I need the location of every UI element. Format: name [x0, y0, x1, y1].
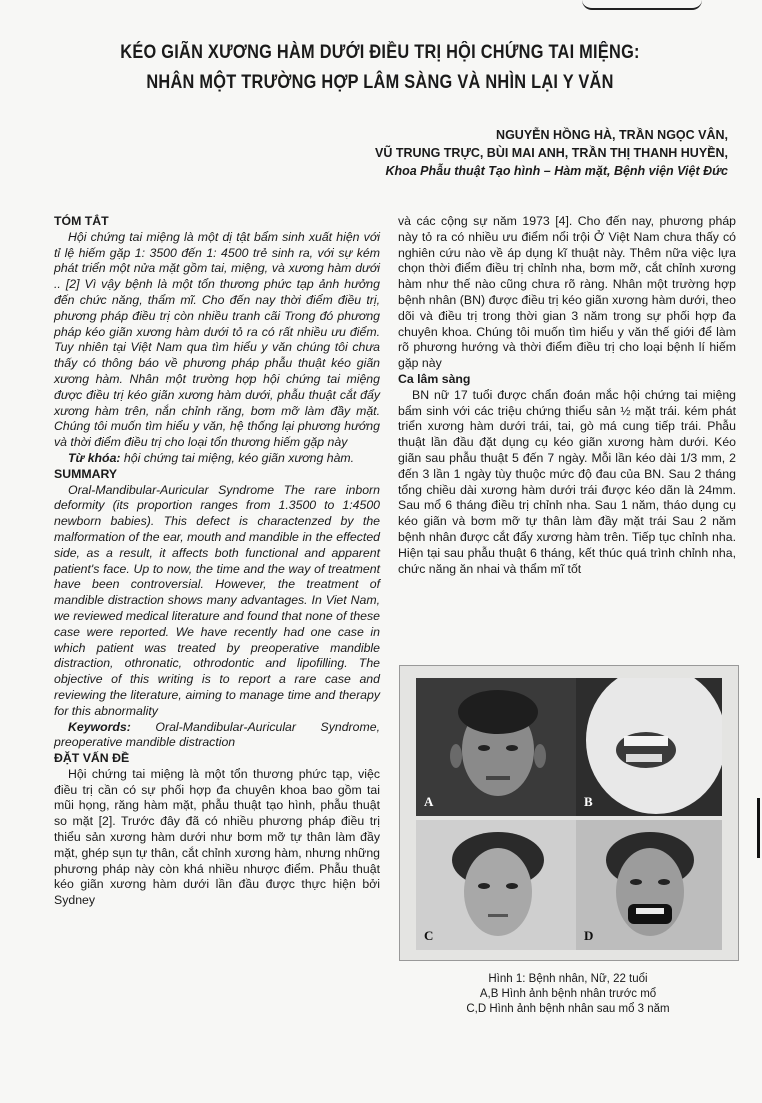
case-report-heading: Ca lâm sàng — [398, 371, 471, 386]
left-column — [54, 214, 380, 909]
photo-label-c: C — [424, 928, 434, 943]
right-column — [398, 214, 736, 577]
photo-a-preop-face — [416, 678, 576, 816]
keywords-vi — [54, 451, 380, 467]
keywords-en-text: Oral-Mandibular-Auricular Syndrome, preoperative mandible distraction — [54, 719, 380, 750]
keywords-vi-label: Từ khóa: — [68, 450, 121, 465]
summary-heading: SUMMARY — [54, 466, 118, 481]
page-corner-mark — [582, 0, 702, 10]
keywords-vi-text: hội chứng tai miệng, kéo giãn xương hàm. — [120, 450, 355, 465]
caption-line-2: A,B Hình ảnh bệnh nhân trước mổ — [479, 988, 657, 1000]
face-front-illustration — [416, 820, 576, 950]
title-line-1: KÉO GIÃN XƯƠNG HÀM DƯỚI ĐIỀU TRỊ HỘI CHỨNG TAI MIỆNG: — [120, 42, 640, 63]
introduction-body: Hội chứng tai miệng là một tổn thương phức tạp, việc điều trị cần có sự phối hợp đa chuyên khoa bao gồm tai mũi họng, răng hàm mặt, phẫu thuật tạo hình, phẫu thuật so mặt [2]. Trước đây đã có nhiều phương pháp điều trị thiểu sản xương hàm dưới như bơm mỡ tự thân làm đầy mặt, ghép sụn tự thân, cắt chỉnh xương hàm, nhưng những phương pháp này còn khá nhiều nhược điểm. Phẫu thuật kéo giãn xương hàm dưới lần đầu được thực hiện bởi Sydney — [54, 766, 380, 908]
case-report-body: BN nữ 17 tuổi được chẩn đoán mắc hội chứng tai miệng bẩm sinh với các triệu chứng thiểu sản ½ mặt trái. kém phát triển xương hàm dưới trái, tai, gò má cung tiếp trái. Phẫu thuật lần đầu đặt dụng cụ kéo giãn xương hàm dưới. Kéo giãn sau phẫu thuật 5 đến 7 ngày. Mỗi lần kéo dài 1/3 mm, 2 đến 3 lần 1 ngày tùy thuộc mức độ đau của BN. Sau 2 tháng tổng chiều dài xương hàm dưới trái được kéo dãn là 24mm. Sau mổ 6 tháng điều trị chỉnh nha. Sau 1 năm, tháo dụng cụ kéo giãn và bơm mỡ tự thân làm đầy mặt trái Sau 2 năm bệnh nhân được cắt đẩy xương hàm trên. Tiếp tục chỉnh nha. Hiện tại sau phẫu thuật 6 tháng, kết thúc quá trình chỉnh nha, chức năng ăn nhai và thẩm mĩ tốt — [398, 387, 736, 576]
introduction-continued: và các cộng sự năm 1973 [4]. Cho đến nay, phương pháp này tỏ ra có nhiều ưu điểm nổi trội Ở Việt Nam chưa thấy có nghiên cứu nào về áp dụng kĩ thuật này. Thêm nữa việc lựa chọn thời điểm điều trị chỉnh nha, bơm mỡ, cắt chỉnh xương hàm như thế nào cũng chưa rõ ràng. Nhân một trường hợp bệnh nhân (BN) được điều trị kéo giãn xương hàm dưới, theo dõi và điều trị trong thời gian 3 năm trong sự phối hợp đa chuyên khoa. Chúng tôi muốn tìm hiểu y văn thế giới để làm rõ phương hướng và thời điểm điều trị cho loại bệnh lí hiếm gặp này — [398, 214, 736, 371]
face-front-illustration — [416, 678, 576, 816]
photo-d-postop-mouth — [576, 820, 722, 950]
mouth-closeup-illustration — [576, 678, 722, 816]
figure-caption — [399, 972, 737, 1017]
patient-photo-figure — [399, 665, 739, 961]
summary-body: Oral-Mandibular-Auricular Syndrome The rare inborn deformity (its proportion ranges from 1.3500 to 1:4500 newborn babies). This defect is charactenzed by the malformation of the ear, mouth and mandible in the effected side, as a result, it affects both functional and apparent patient's face. Up to now, the time and the way of treatment have been controversial. However, the treatment of mandible distraction shows many advantages. In Viet Nam, we reviewed medical literature and found that none of these case were reported. We have recently had one case in which patient was treated by preoperative mandible distraction, othronatic, othrodontic and lipofilling. The objective of this writing is to report a rare case and reviewing the literature, aiming to manage time and therapy for this abnormality — [54, 482, 380, 718]
photo-label-a: A — [424, 794, 434, 809]
photo-label-d: D — [584, 928, 594, 943]
photo-label-b: B — [584, 794, 593, 809]
authors-line-2: VŨ TRUNG TRỰC, BÙI MAI ANH, TRẦN THỊ THANH HUYỀN, — [375, 146, 728, 160]
photo-b-preop-mouth — [576, 678, 722, 816]
photo-c-postop-face — [416, 820, 576, 950]
caption-line-1: Hình 1: Bệnh nhân, Nữ, 22 tuổi — [488, 973, 648, 985]
abstract-body-vi: Hội chứng tai miệng là một dị tật bẩm sinh xuất hiện với tỉ lệ hiếm gặp 1: 3500 đến 1: 4500 trẻ sinh ra, với sự kém phát triển một nửa mặt gồm tai, miệng, và xương hàm dưới .. [2] Vì vậy bệnh là một tổn thương phức tạp ảnh hưởng đến chức năng, thẩm mĩ. Cho đến nay thời điểm điều trị, phương pháp điều trị còn nhiều tranh cãi Trong đó phương pháp kéo giãn xương hàm dưới tỏ ra có rất nhiều ưu điểm. Tuy nhiên tại Việt Nam qua tìm hiểu y văn chúng tôi chưa thấy có thông báo về phương pháp phẫu thuật kéo giãn xương hàm. Nhân một trường hợp hội chứng tai miệng được điều trị kéo giãn xương hàm dưới, phẫu thuật cắt đẩy xương hàm trên, nắn chỉnh răng, bơm mỡ làm đầy mặt. Chúng tôi muốn tìm hiểu y văn, hệ thống lại phương hướng và thời điểm điều trị cho loại tổn thương hiếm gặp này — [54, 229, 380, 450]
article-title — [105, 38, 655, 98]
abstract-heading-vi: TÓM TẮT — [54, 214, 109, 228]
scan-edge-mark — [757, 798, 760, 858]
author-block — [268, 126, 728, 180]
caption-line-3: C,D Hình ảnh bệnh nhân sau mổ 3 năm — [466, 1003, 670, 1015]
authors-line-1: NGUYỄN HỒNG HÀ, TRẦN NGỌC VÂN, — [496, 128, 728, 142]
introduction-heading: ĐẶT VẤN ĐỀ — [54, 751, 130, 766]
keywords-en-label: Keywords: — [68, 719, 131, 734]
face-front-illustration — [576, 820, 722, 950]
title-line-2: NHÂN MỘT TRƯỜNG HỢP LÂM SÀNG VÀ NHÌN LẠI Y VĂN — [146, 72, 614, 93]
keywords-en — [54, 720, 380, 752]
author-affiliation: Khoa Phẫu thuật Tạo hình – Hàm mặt, Bệnh viện Việt Đức — [385, 164, 728, 178]
